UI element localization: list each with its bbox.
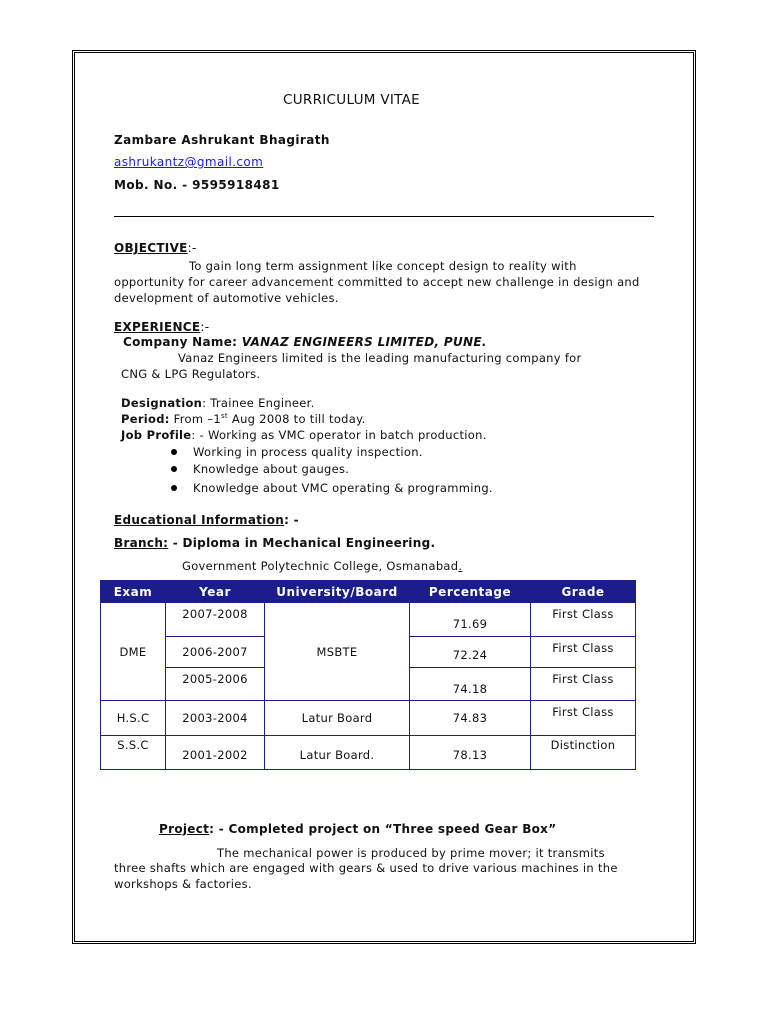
document-title: CURRICULUM VITAE	[283, 92, 421, 108]
percentage-cell: 71.69	[410, 603, 531, 637]
bullet-icon	[171, 485, 177, 491]
percentage-cell: 74.83	[410, 701, 531, 736]
grade-cell: First Class	[531, 668, 636, 701]
objective-heading-suffix: :-	[187, 241, 197, 255]
education-heading-suffix: : -	[284, 513, 299, 527]
objective-heading	[114, 241, 197, 255]
objective-text-line1: To gain long term assignment like concept design to reality with	[189, 259, 577, 273]
column-header: Year	[166, 581, 265, 603]
objective-heading-label: OBJECTIVE	[114, 241, 188, 255]
year-cell: 2007-2008	[166, 603, 265, 637]
period-label: Period:	[121, 412, 170, 426]
column-header: Grade	[531, 581, 636, 603]
board-cell: Latur Board	[265, 701, 410, 736]
experience-heading-suffix: :-	[200, 320, 210, 334]
bullet-text: Knowledge about VMC operating & programming.	[193, 481, 493, 495]
year-cell: 2003-2004	[166, 701, 265, 736]
experience-heading	[114, 320, 209, 334]
table-header-row	[101, 581, 636, 603]
job-profile-line	[121, 428, 487, 442]
project-text-rest: three shafts which are engaged with gears & used to drive various machines in the workshops & factories.	[114, 861, 618, 891]
table-row	[101, 736, 636, 770]
college-name: Government Polytechnic College, Osmanabad	[182, 559, 459, 573]
list-item	[171, 445, 423, 459]
project-heading-label: Project	[159, 822, 210, 836]
percentage-cell: 78.13	[410, 736, 531, 770]
period-sup: st	[220, 412, 228, 421]
company-desc-line1: Vanaz Engineers limited is the leading manufacturing company for	[178, 351, 582, 365]
bullet-text: Working in process quality inspection.	[193, 445, 423, 459]
company-desc-line2: CNG & LPG Regulators.	[121, 367, 261, 381]
mobile-number: Mob. No. - 9595918481	[114, 178, 280, 192]
email-link[interactable]: ashrukantz@gmail.com	[114, 155, 264, 169]
period-value-post: Aug 2008 to till today.	[227, 412, 366, 426]
company-value: VANAZ ENGINEERS LIMITED, PUNE.	[241, 335, 487, 349]
education-heading	[114, 513, 299, 527]
year-cell: 2005-2006	[166, 668, 265, 701]
designation-value: : Trainee Engineer.	[202, 396, 315, 410]
list-item	[171, 481, 493, 495]
board-cell: Latur Board.	[265, 736, 410, 770]
project-heading-suffix: : - Completed project on “Three speed Gear Box”	[209, 822, 557, 836]
bullet-icon	[171, 466, 177, 472]
objective-text-rest: opportunity for career advancement committed to accept new challenge in design and development of automotive vehicles.	[114, 275, 640, 305]
period-value-pre: From –1	[169, 412, 221, 426]
company-label: Company Name:	[123, 335, 242, 349]
branch-line	[114, 536, 435, 550]
project-text-line1: The mechanical power is produced by prime mover; it transmits	[217, 846, 605, 860]
candidate-name: Zambare Ashrukant Bhagirath	[114, 133, 330, 147]
education-table	[100, 580, 636, 770]
company-line	[123, 335, 487, 349]
percentage-cell: 72.24	[410, 637, 531, 668]
exam-cell: S.S.C	[101, 736, 166, 770]
list-item	[171, 462, 349, 476]
column-header: University/Board	[265, 581, 410, 603]
education-heading-label: Educational Information	[114, 513, 285, 527]
period-line	[121, 412, 366, 426]
designation-label: Designation	[121, 396, 203, 410]
exam-cell: DME	[101, 603, 166, 701]
college-end: .	[458, 559, 463, 573]
designation-line	[121, 396, 315, 410]
table-row	[101, 701, 636, 736]
table-row	[101, 603, 636, 637]
branch-value: - Diploma in Mechanical Engineering.	[168, 536, 436, 550]
branch-label: Branch:	[114, 536, 169, 550]
percentage-cell: 74.18	[410, 668, 531, 701]
year-cell: 2001-2002	[166, 736, 265, 770]
grade-cell: First Class	[531, 701, 636, 736]
grade-cell: First Class	[531, 637, 636, 668]
grade-cell: Distinction	[531, 736, 636, 770]
year-cell: 2006-2007	[166, 637, 265, 668]
college-line	[182, 559, 462, 573]
exam-cell: H.S.C	[101, 701, 166, 736]
column-header: Exam	[101, 581, 166, 603]
experience-heading-label: EXPERIENCE	[114, 320, 201, 334]
bullet-text: Knowledge about gauges.	[193, 462, 350, 476]
board-cell: MSBTE	[265, 603, 410, 701]
header-divider	[114, 216, 654, 217]
grade-cell: First Class	[531, 603, 636, 637]
column-header: Percentage	[410, 581, 531, 603]
project-heading	[159, 822, 556, 836]
job-profile-value: : - Working as VMC operator in batch production.	[191, 428, 487, 442]
bullet-icon	[171, 449, 177, 455]
job-profile-label: Job Profile	[121, 428, 192, 442]
